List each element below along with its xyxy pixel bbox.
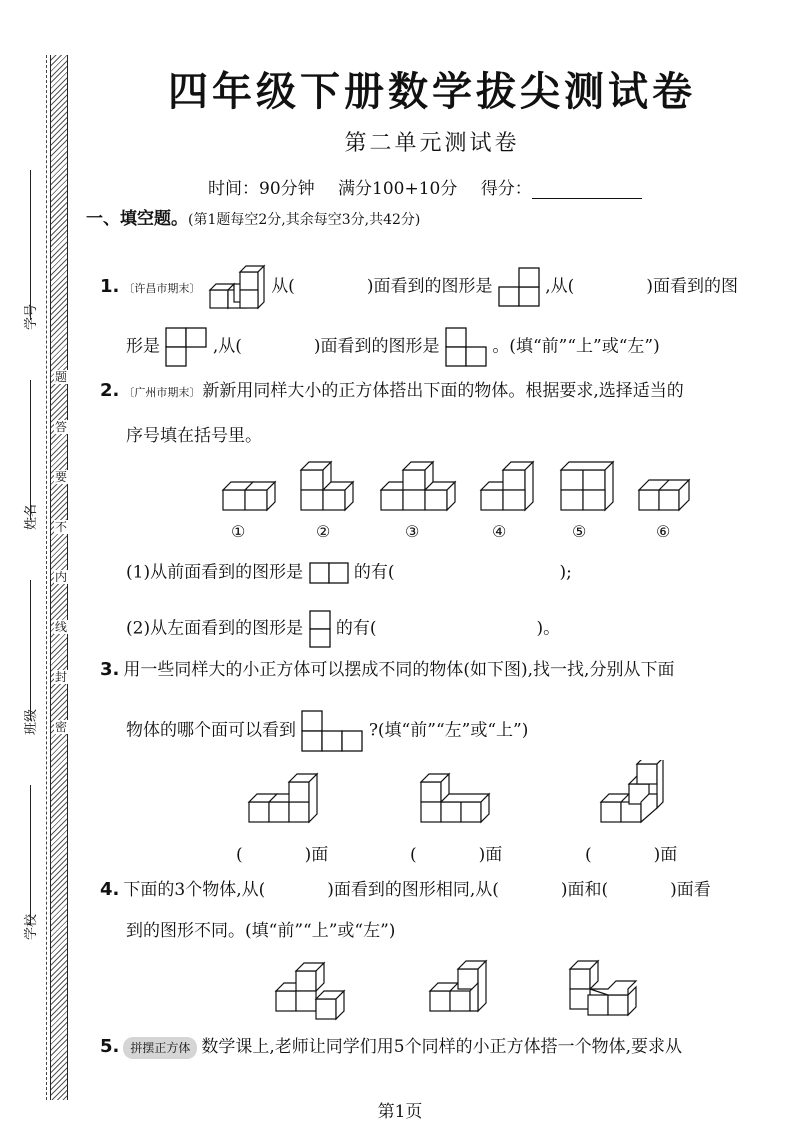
q4-figure-3 bbox=[570, 961, 636, 1015]
question-2 bbox=[100, 381, 684, 403]
figure-1 bbox=[223, 482, 275, 510]
seal-char: 密 bbox=[54, 720, 67, 734]
q1-view-a bbox=[498, 267, 540, 307]
school-line[interactable] bbox=[30, 785, 31, 925]
binding-margin bbox=[0, 0, 82, 1130]
seal-char: 内 bbox=[54, 570, 67, 584]
q2-sub-text: (2)从左面看到的图形是 bbox=[126, 618, 304, 639]
paren: ( bbox=[236, 845, 243, 865]
q3-cube-figures bbox=[245, 760, 685, 826]
figure-label: ⑥ bbox=[656, 522, 671, 541]
q1-text: )面看到的图形是 bbox=[366, 276, 493, 297]
figure-2 bbox=[301, 462, 353, 510]
dashed-cut-line bbox=[46, 55, 47, 1100]
left-view-stacked-squares bbox=[309, 610, 331, 648]
q1-text: 。(填“前”“上”或“左”) bbox=[492, 336, 660, 357]
q3-answer-1 bbox=[236, 840, 328, 865]
front-view-two-squares bbox=[309, 562, 349, 584]
q4-cube-figures bbox=[270, 955, 650, 1021]
q1-text: 从( bbox=[271, 276, 295, 297]
question-number: 3. bbox=[100, 659, 120, 680]
q3-figure-2 bbox=[421, 774, 489, 822]
q4-text: )面看到的图形相同,从( bbox=[327, 880, 499, 900]
student-id-line[interactable] bbox=[30, 170, 31, 320]
figure-label: ④ bbox=[492, 522, 507, 541]
question-3-line2 bbox=[126, 710, 528, 752]
figure-6 bbox=[639, 480, 689, 510]
q1-view-c bbox=[445, 327, 487, 367]
q1-text: ,从( bbox=[212, 336, 242, 357]
q3-answer-2 bbox=[410, 840, 502, 865]
time-limit: 时间：90分钟 bbox=[208, 179, 315, 199]
question-source: 〔广州市期末〕 bbox=[123, 386, 201, 399]
question-2-sub2 bbox=[126, 610, 560, 648]
q2-text: 新新用同样大小的正方体搭出下面的物体。根据要求,选择适当的 bbox=[202, 381, 684, 401]
section-heading bbox=[86, 204, 420, 229]
q1-text: ,从( bbox=[545, 276, 575, 297]
figure-4 bbox=[481, 462, 533, 510]
figure-label: ③ bbox=[405, 522, 420, 541]
figure-label: ⑤ bbox=[572, 522, 587, 541]
q1-view-b bbox=[165, 327, 207, 367]
q2-sub-text: 的有( bbox=[335, 618, 377, 639]
question-number: 4. bbox=[100, 879, 120, 900]
figure-5 bbox=[561, 462, 613, 510]
q1-cube-object bbox=[208, 262, 266, 312]
page-subtitle: 第二单元测试卷 bbox=[344, 131, 520, 156]
seal-char: 不 bbox=[54, 520, 67, 534]
question-tag: 拼摆正方体 bbox=[123, 1037, 197, 1059]
figure-label: ② bbox=[316, 522, 331, 541]
paren: )面 bbox=[653, 845, 678, 865]
q5-text: 数学课上,老师让同学们用5个同样的小正方体搭一个物体,要求从 bbox=[201, 1037, 683, 1057]
page-title: 四年级下册数学拔尖测试卷 bbox=[168, 69, 696, 115]
seal-char: 封 bbox=[54, 670, 67, 684]
student-id-label: 学号 bbox=[24, 303, 39, 330]
question-4 bbox=[100, 880, 711, 900]
q3-figure-1 bbox=[249, 774, 317, 822]
q2-sub-text: 的有( bbox=[353, 562, 395, 583]
section-title: 一、填空题。 bbox=[86, 209, 188, 229]
seal-char: 要 bbox=[54, 470, 67, 484]
question-number: 2. bbox=[100, 380, 120, 401]
seal-char: 答 bbox=[54, 420, 67, 434]
question-source: 〔许昌市期末〕 bbox=[123, 281, 201, 295]
question-1 bbox=[100, 262, 738, 312]
exam-meta bbox=[208, 174, 660, 199]
school-label: 学校 bbox=[24, 913, 39, 940]
q4-text: )面和( bbox=[560, 880, 609, 900]
question-number: 5. bbox=[100, 1036, 120, 1057]
q3-text: 用一些同样大的小正方体可以摆成不同的物体(如下图),找一找,分别从下面 bbox=[123, 660, 675, 680]
figure-label: ① bbox=[231, 522, 246, 541]
full-marks: 满分100+10分 bbox=[338, 179, 458, 199]
score-label: 得分： bbox=[480, 179, 532, 199]
q2-sub-text: ); bbox=[559, 562, 572, 583]
question-number: 1. bbox=[100, 275, 120, 297]
q1-text: 形是 bbox=[126, 336, 160, 357]
q3-answer-3 bbox=[585, 840, 677, 865]
paren: )面 bbox=[478, 845, 503, 865]
q3-text: ?(填“前”“左”或“上”) bbox=[368, 720, 529, 741]
q3-target-view bbox=[301, 710, 363, 752]
q4-figure-2 bbox=[430, 961, 486, 1011]
class-line[interactable] bbox=[30, 580, 31, 720]
q4-text: 下面的3个物体,从( bbox=[123, 880, 266, 900]
paren: )面 bbox=[304, 845, 329, 865]
page-number: 第1页 bbox=[377, 1102, 423, 1122]
question-2-sub1 bbox=[126, 562, 572, 584]
q4-text: )面看 bbox=[670, 880, 711, 900]
seal-notice bbox=[54, 370, 68, 770]
name-label: 姓名 bbox=[24, 503, 39, 530]
seal-char: 题 bbox=[54, 370, 67, 384]
paren: ( bbox=[585, 845, 592, 865]
class-label: 班级 bbox=[24, 708, 39, 735]
q2-sub-text: )。 bbox=[536, 618, 561, 639]
question-1-line2 bbox=[126, 327, 660, 367]
question-2-line2: 序号填在括号里。 bbox=[126, 426, 262, 446]
name-line[interactable] bbox=[30, 380, 31, 520]
q2-sub-text: (1)从前面看到的图形是 bbox=[126, 562, 304, 583]
section-note: (第1题每空2分,其余每空3分,共42分) bbox=[188, 212, 421, 228]
score-field[interactable] bbox=[532, 183, 642, 199]
q3-text: 物体的哪个面可以看到 bbox=[126, 720, 296, 741]
question-5 bbox=[100, 1037, 682, 1059]
seal-char: 线 bbox=[54, 620, 67, 634]
q2-cube-figures bbox=[215, 460, 705, 518]
question-3 bbox=[100, 660, 674, 680]
q1-text: )面看到的图形是 bbox=[313, 336, 440, 357]
q1-text: )面看到的图 bbox=[646, 276, 738, 297]
paren: ( bbox=[410, 845, 417, 865]
figure-3 bbox=[381, 462, 455, 510]
q3-figure-3 bbox=[601, 760, 663, 822]
q4-figure-1 bbox=[276, 963, 344, 1019]
question-4-line2: 到的图形不同。(填“前”“上”或“左”) bbox=[126, 921, 396, 941]
